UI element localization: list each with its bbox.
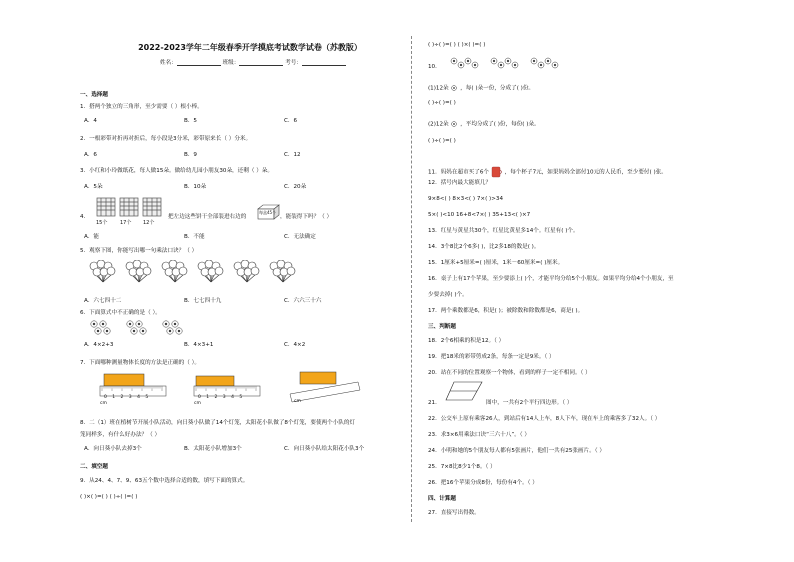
q10a-label: (1)12朵: [428, 85, 449, 92]
id-field[interactable]: [302, 59, 346, 66]
q1: 1．搭两个独立的三角形，至少需要（ ）根小棒。: [80, 104, 203, 110]
flower-center: [106, 330, 108, 332]
q4-number: 4．: [80, 214, 90, 220]
flower-center: [533, 60, 535, 62]
flowers-12-image: [448, 56, 578, 72]
q10-part2: [428, 120, 540, 129]
ruler-a-unit: cm: [100, 401, 107, 406]
biscuit-stack-2: [120, 198, 138, 216]
q10b-text[interactable]: ，平均分成了( )份，每份( )朵。: [460, 121, 540, 128]
q9: 9．从24、4、7、9、63五个数中选择合适的数，填写下面的算式。: [80, 478, 249, 484]
q10a-text[interactable]: ，每( )朵一份，分成了( )份。: [460, 85, 535, 92]
q6: 6．下面算式中不正确的是（ ）。: [80, 310, 161, 316]
q9-row1[interactable]: ( )×( )=( ) ( )÷( )=( ): [80, 494, 138, 500]
q3: 3．小红和小玲做纸花，每人做15朵。做给幼儿园小朋友30朵，还剩（ ）朵。: [80, 168, 273, 174]
parallelogram-image: [444, 380, 484, 402]
q4-option-a[interactable]: A．能: [84, 234, 100, 240]
student-info: [160, 58, 346, 66]
biscuit-count-2: 17个: [120, 220, 132, 226]
balloon-group: [234, 260, 259, 282]
q5-option-a[interactable]: A．六七四十二: [84, 298, 122, 304]
q1-option-a[interactable]: A．4: [84, 118, 97, 124]
flower-center: [97, 330, 99, 332]
q3-option-c[interactable]: C．20朵: [284, 184, 307, 190]
q6-option-a[interactable]: A．4×2+3: [84, 342, 114, 348]
flower-icon: [450, 84, 458, 92]
q24[interactable]: 24．小明和她的5个朋友每人都有5张画片，他们一共有25张画片。（ ）: [428, 448, 605, 454]
q20[interactable]: 20．站在不同的位置观察一个物体，看到的样子一定不相同。（ ）: [428, 370, 591, 376]
q10-part2-eq[interactable]: ( )÷( )=( ): [428, 138, 456, 144]
flower-center: [493, 60, 495, 62]
q23[interactable]: 23．求3×6用乘法口诀“三六十八”。（ ）: [428, 432, 531, 438]
flower-center: [540, 64, 542, 66]
q12-row2[interactable]: 5×( )<10 16+8<7×( ) 35+13<( )×7: [428, 212, 531, 218]
ruler-a-labels: 012345: [104, 395, 154, 400]
cup-icon: [491, 166, 503, 178]
flower-center: [93, 323, 95, 325]
ruler-b-unit: cm: [194, 401, 201, 406]
flower-center: [514, 64, 516, 66]
biscuit-count-3: 12个: [143, 220, 155, 226]
q8-option-b[interactable]: B．太阳花小队增加3个: [184, 446, 242, 452]
flower-center: [169, 330, 171, 332]
q18[interactable]: 18．2个6相乘的积是12。（ ）: [428, 338, 505, 344]
section-choice: 一、选择题: [80, 92, 108, 98]
q14[interactable]: 14．3个8比2个6多( )，比2多18的数是( )。: [428, 244, 540, 250]
ruler-c-unit: cm: [294, 399, 301, 404]
q6-option-b[interactable]: B．4×3+1: [184, 342, 214, 348]
q25[interactable]: 25．7×8比8少1个8。（ ）: [428, 464, 496, 470]
section-fill: 二、填空题: [80, 464, 108, 470]
q17[interactable]: 17．两个乘数都是6，积是( )；被除数和除数都是6，商是( )。: [428, 308, 584, 314]
flower-center: [453, 60, 455, 62]
q15[interactable]: 15．1厘米+5厘米=( )厘米，1米－60厘米=( )厘米。: [428, 260, 564, 266]
q21-pre: 21．: [428, 400, 441, 406]
q8-line1: 8．二（1）班在植树节开展小队活动，向日葵小队做了14个灯笼，太阳花小队做了8个灯笼，要使两个小队的灯: [80, 420, 356, 426]
q1-option-c[interactable]: C．6: [284, 118, 298, 124]
box-label: 每盒45个: [259, 210, 277, 215]
q8-option-a[interactable]: A．向日葵小队去掉3个: [84, 446, 142, 452]
q5-option-b[interactable]: B．七七四十九: [184, 298, 222, 304]
q3-option-a[interactable]: A．5朵: [84, 184, 103, 190]
q3-option-b[interactable]: B．10朵: [184, 184, 207, 190]
q2-option-a[interactable]: A．6: [84, 152, 97, 158]
flower-icon: [450, 120, 458, 128]
q8-option-c[interactable]: C．向日葵小队给太阳花小队3个: [284, 446, 365, 452]
q5-option-c[interactable]: C．六六三十六: [284, 298, 322, 304]
q5: 5．观察下图，你能写出哪一句乘法口诀？（ ）: [80, 248, 198, 254]
flower-center: [142, 330, 144, 332]
column-divider: [411, 36, 412, 522]
flower-center: [138, 323, 140, 325]
q2: 2．一根彩带对折再对折后，每小段是3分米，彩带原来长（ ）分米。: [80, 136, 252, 142]
q9-row2[interactable]: ( )÷( )=( ) ( )×( )=( ): [428, 42, 486, 48]
q16-line1[interactable]: 16．桌子上有17个苹果，至少要添上( )个，才能平均分给5个小朋友。如果平均分给4个小朋友，至: [428, 276, 674, 282]
flower-center: [174, 323, 176, 325]
balloon-group: [90, 260, 115, 282]
flower-center: [178, 330, 180, 332]
flower-center: [474, 64, 476, 66]
biscuit-stack-3: [143, 198, 161, 216]
q1-option-b[interactable]: B．5: [184, 118, 197, 124]
q7: 7．下面哪种测量物体长度的方法是正确的（ ）。: [80, 360, 201, 366]
q13[interactable]: 13．红星与黄星共30个，红星比黄星多14个。红星有( )个。: [428, 228, 579, 234]
q10-part1-eq[interactable]: ( )÷( )=( ): [428, 100, 456, 106]
id-label: 考号：: [285, 60, 302, 66]
flower-center: [500, 64, 502, 66]
block-a: [104, 374, 144, 386]
class-field[interactable]: [239, 59, 283, 66]
biscuit-stack-1: [97, 198, 115, 216]
flowers-image: [88, 320, 218, 336]
q19[interactable]: 19．把18米的彩带剪成2条，每条一定是9米。（ ）: [428, 354, 555, 360]
q16-line2[interactable]: 少要去掉( )个。: [428, 292, 468, 298]
q11: [428, 166, 667, 178]
q12-row1[interactable]: 9×8<( ) 8×3<( ) 7×( )>34: [428, 196, 504, 202]
q22[interactable]: 22．公交车上原有乘客26人，到站后有14人上车，8人下车，现在车上的乘客多了32人。（ ）: [428, 416, 661, 422]
q4-option-c[interactable]: C．无法确定: [284, 234, 316, 240]
ruler-b-labels: 012345: [198, 395, 248, 400]
flower-center: [129, 323, 131, 325]
q4-text2: ，能装得下吗？（ ）: [280, 214, 333, 220]
q2-option-b[interactable]: B．9: [184, 152, 197, 158]
q11-post[interactable]: ，每个杯子7元，如果妈妈全部付10元的人民币，至少要付( )张。: [504, 169, 667, 176]
q10-number: 10．: [428, 64, 441, 70]
q26[interactable]: 26．把16个苹果分成8份，每份有4个。（ ）: [428, 480, 538, 486]
q11-pre: 11．妈妈在超市买了6个: [428, 169, 490, 176]
q12: 12．括号内最大能填几？: [428, 180, 492, 186]
q10-part1: [428, 84, 534, 93]
q2-option-c[interactable]: C．12: [284, 152, 301, 158]
balloon-group: [162, 260, 187, 282]
q4-option-b[interactable]: B．不能: [184, 234, 205, 240]
flower-center: [165, 323, 167, 325]
biscuit-count-1: 15个: [96, 220, 108, 226]
q27: 27．直接写出得数。: [428, 510, 480, 516]
block-c: [300, 372, 336, 384]
q4-text: 把左边这些饼干全部装进右边的: [168, 214, 247, 220]
balloon-group: [126, 260, 151, 282]
flower-center: [467, 60, 469, 62]
balloon-group: [198, 260, 223, 282]
q21-post[interactable]: 图中，一共有2个平行四边形。（ ）: [486, 400, 573, 406]
flower-center: [133, 330, 135, 332]
flower-center: [547, 60, 549, 62]
name-field[interactable]: [177, 59, 221, 66]
flower-center: [554, 64, 556, 66]
section-judge: 三、判断题: [428, 324, 456, 330]
flower-center: [102, 323, 104, 325]
q10b-label: (2)12朵: [428, 121, 449, 128]
flower-center: [507, 60, 509, 62]
q6-option-c[interactable]: C．4×2: [284, 342, 306, 348]
balloons-image: [88, 260, 318, 284]
page-title: 2022-2023学年二年级春季开学摸底考试数学试卷（苏教版）: [138, 43, 362, 52]
name-label: 姓名：: [160, 60, 177, 66]
block-b: [196, 376, 234, 386]
flower-center: [460, 64, 462, 66]
biscuits-image: [96, 196, 166, 220]
section-calc: 四、计算题: [428, 496, 456, 502]
q8-line2: 笼同样多，有什么好办法？（ ）: [80, 432, 161, 438]
balloon-group: [270, 260, 295, 282]
class-label: 班级：: [222, 60, 240, 66]
